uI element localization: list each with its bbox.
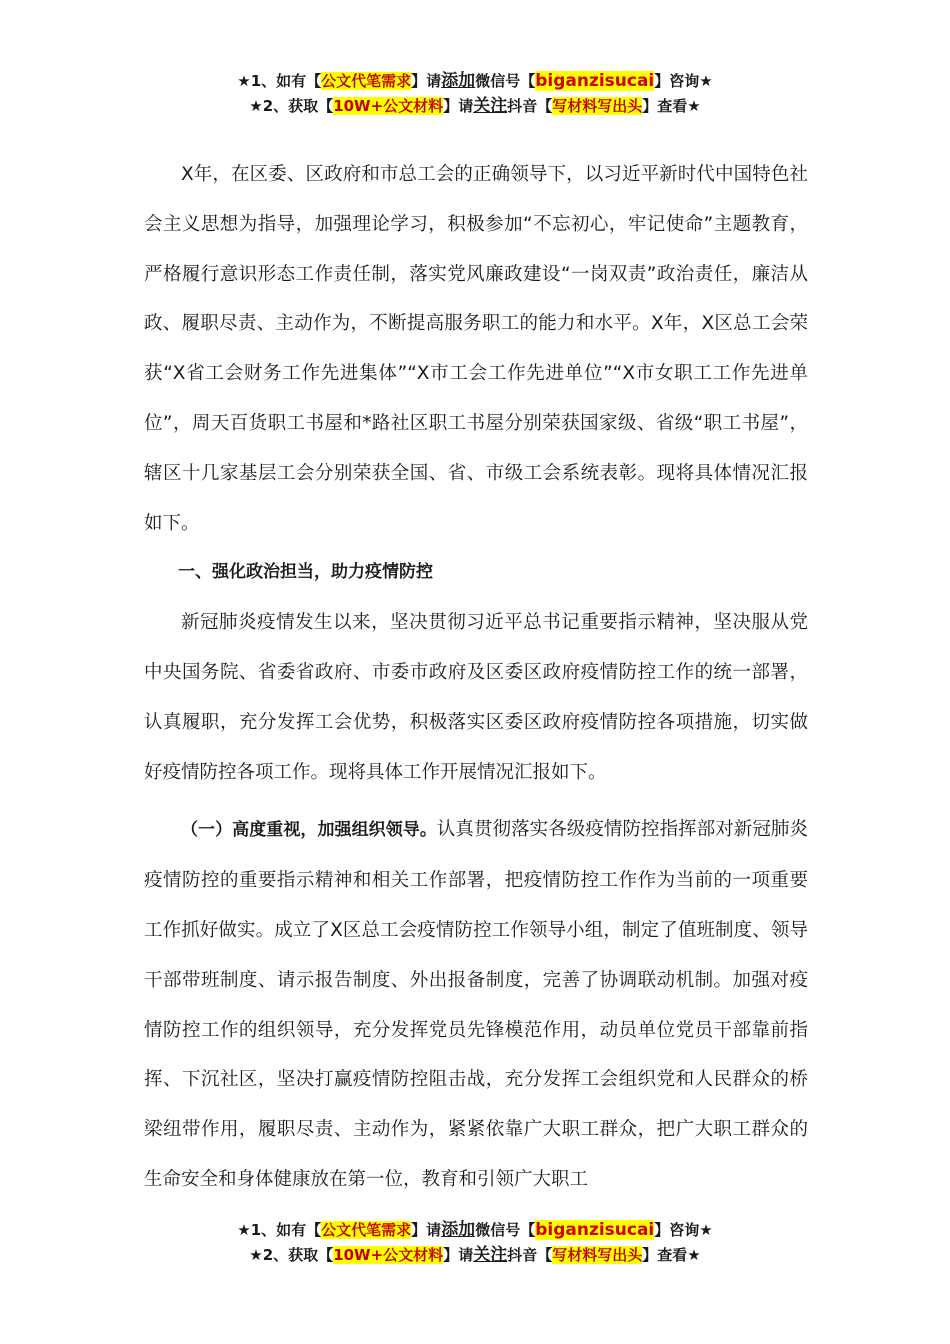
highlight-douyin: 写材料写出头 <box>552 97 643 115</box>
paragraph-organization <box>144 805 808 1204</box>
banner-text: 抖音【 <box>507 97 553 115</box>
banner-text: 】咨询★ <box>654 72 713 90</box>
highlight-douyin: 写材料写出头 <box>552 1246 643 1264</box>
banner-line-2 <box>0 1243 950 1268</box>
emphasis-add: 添加 <box>441 71 476 91</box>
highlight-wechat-id: biganzisucai <box>535 71 655 91</box>
banner-text: ★2、获取【 <box>249 97 334 115</box>
subsection-body: 认真贯彻落实各级疫情防控指挥部对新冠肺炎疫情防控的重要指示精神和相关工作部署，把疫情防控工作作为当前的一项重要工作抓好做实。成立了X区总工会疫情防控工作领导小组，制定了值班制度、领导干部带班制度、请示报告制度、外出报备制度，完善了协调联动机制。加强对疫情防控工作的组织领导，充分发挥党员先锋模范作用，动员单位党员干部靠前指挥、下沉社区，坚决打赢疫情防控阻击战，充分发挥工会组织党和人民群众的桥梁纽带作用，履职尽责、主动作为，紧紧依靠广大职工群众，把广大职工群众的生命安全和身体健康放在第一位，教育和引领广大职工 <box>144 819 808 1190</box>
paragraph-epidemic: 新冠肺炎疫情发生以来，坚决贯彻习近平总书记重要指示精神，坚决服从党中央国务院、省委省政府、市委市政府及区委区政府疫情防控工作的统一部署，认真履职，充分发挥工会优势，积极落实区委区政府疫情防控各项措施，切实做好疫情防控各项工作。现将具体工作开展情况汇报如下。 <box>144 612 808 783</box>
banner-line-1 <box>0 1218 950 1243</box>
section-heading: 一、强化政治担当，助力疫情防控 <box>178 562 433 583</box>
highlight-wechat-id: biganzisucai <box>535 1220 655 1240</box>
banner-line-2 <box>0 94 950 119</box>
banner-text: 】请 <box>443 97 474 115</box>
banner-text: 】查看★ <box>642 1246 701 1264</box>
emphasis-follow: 关注 <box>473 96 508 116</box>
emphasis-follow: 关注 <box>473 1245 508 1265</box>
banner-text: 微信号【 <box>475 72 536 90</box>
emphasis-add: 添加 <box>441 1220 476 1240</box>
subsection-heading: （一）高度重视，加强组织领导。 <box>181 820 437 841</box>
highlight-service: 公文代笔需求 <box>321 72 412 90</box>
highlight-materials: 10W+公文材料 <box>333 1246 444 1264</box>
header-banner <box>0 69 950 119</box>
banner-text: ★2、获取【 <box>249 1246 334 1264</box>
banner-text: 】请 <box>411 72 442 90</box>
banner-text: 】请 <box>411 1221 442 1239</box>
banner-text: ★1、如有【 <box>237 72 322 90</box>
banner-text: 抖音【 <box>507 1246 553 1264</box>
banner-line-1 <box>0 69 950 94</box>
banner-text: 】请 <box>443 1246 474 1264</box>
footer-banner <box>0 1218 950 1268</box>
paragraph-intro: X年，在区委、区政府和市总工会的正确领导下，以习近平新时代中国特色社会主义思想为指导，加强理论学习，积极参加“不忘初心，牢记使命”主题教育，严格履行意识形态工作责任制，落实党风廉政建设“一岗双责”政治责任，廉洁从政、履职尽责、主动作为，不断提高服务职工的能力和水平。X年，X区总工会荣获“X省工会财务工作先进集体”“X市工会工作先进单位”“X市女职工工作先进单位”，周天百货职工书屋和*路社区职工书屋分别荣获国家级、省级“职工书屋”，辖区十几家基层工会分别荣获全国、省、市级工会系统表彰。现将具体情况汇报如下。 <box>144 164 808 534</box>
banner-text: 】咨询★ <box>654 1221 713 1239</box>
document-body <box>144 150 808 1205</box>
highlight-materials: 10W+公文材料 <box>333 97 444 115</box>
banner-text: 】查看★ <box>642 97 701 115</box>
highlight-service: 公文代笔需求 <box>321 1221 412 1239</box>
banner-text: ★1、如有【 <box>237 1221 322 1239</box>
banner-text: 微信号【 <box>475 1221 536 1239</box>
